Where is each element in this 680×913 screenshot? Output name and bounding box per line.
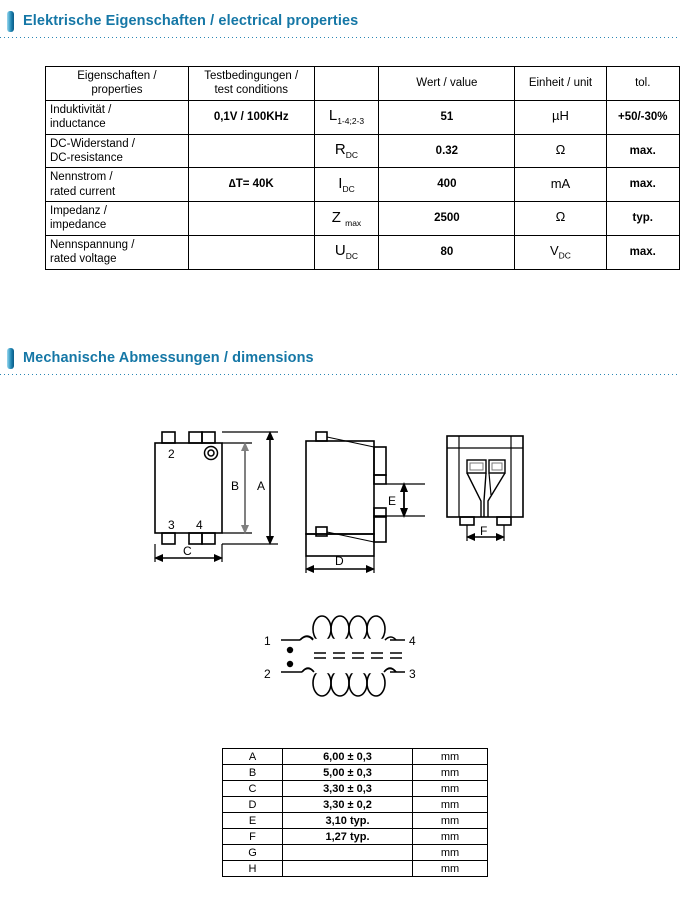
dim-unit: mm	[413, 765, 488, 781]
cell-property: Nennstrom / rated current	[46, 168, 189, 202]
front-view-dim-a-label: A	[257, 479, 266, 493]
dim-unit: mm	[413, 829, 488, 845]
schematic-pin-4-label: 4	[409, 634, 416, 648]
front-view-pin-4-label: 4	[196, 518, 203, 532]
cell-condition	[188, 235, 314, 269]
table-row	[223, 813, 488, 829]
header-properties: Eigenschaften / properties	[46, 67, 189, 101]
cell-unit: Ω	[515, 202, 606, 236]
cell-unit: µH	[515, 100, 606, 134]
mechanical-drawings	[0, 415, 680, 735]
table-row	[46, 100, 680, 134]
dim-value: 3,30 ± 0,3	[283, 781, 413, 797]
table-header-row	[46, 67, 680, 101]
cell-unit: $V_{DC}$	[515, 235, 606, 269]
cell-property: Nennspannung / rated voltage	[46, 235, 189, 269]
cell-condition	[188, 134, 314, 168]
dim-value	[283, 845, 413, 861]
dim-key: F	[223, 829, 283, 845]
dim-value	[283, 861, 413, 877]
dim-unit: mm	[413, 781, 488, 797]
section-header-row	[0, 345, 680, 371]
cell-value: 400	[379, 168, 515, 202]
section-header-row	[0, 8, 680, 34]
dim-unit: mm	[413, 861, 488, 877]
cell-condition: 0,1V / 100KHz	[188, 100, 314, 134]
table-row	[46, 134, 680, 168]
dim-unit: mm	[413, 749, 488, 765]
dim-value: 1,27 typ.	[283, 829, 413, 845]
section-accent-bar-icon	[7, 348, 14, 369]
cell-tolerance: +50/-30%	[606, 100, 679, 134]
cell-tolerance: typ.	[606, 202, 679, 236]
cell-tolerance: max.	[606, 235, 679, 269]
section-title-electrical: Elektrische Eigenschaften / electrical properties	[23, 13, 359, 29]
front-view-pin-3-label: 3	[168, 518, 175, 532]
side-view	[305, 432, 425, 573]
cell-tolerance: max.	[606, 168, 679, 202]
dim-unit: mm	[413, 845, 488, 861]
table-row	[223, 765, 488, 781]
section-title-mechanical: Mechanische Abmessungen / dimensions	[23, 350, 314, 366]
table-row	[223, 749, 488, 765]
section-divider-rule	[0, 37, 680, 38]
dim-key: D	[223, 797, 283, 813]
section-accent-bar-icon	[7, 11, 14, 32]
cell-tolerance: max.	[606, 134, 679, 168]
table-row	[223, 861, 488, 877]
dim-key: C	[223, 781, 283, 797]
cell-value: 2500	[379, 202, 515, 236]
cell-symbol: $I_{DC}$	[314, 168, 379, 202]
dim-unit: mm	[413, 797, 488, 813]
section-divider-rule	[0, 374, 680, 375]
dim-key: E	[223, 813, 283, 829]
front-view-dim-b-label: B	[231, 479, 240, 493]
dim-unit: mm	[413, 813, 488, 829]
table-row	[223, 797, 488, 813]
table-row	[46, 202, 680, 236]
table-row	[46, 168, 680, 202]
header-test-conditions: Testbedingungen / test conditions	[188, 67, 314, 101]
side-view-dim-d-label: D	[335, 554, 344, 568]
dim-value: 3,10 typ.	[283, 813, 413, 829]
coil-schematic	[281, 616, 405, 696]
cell-value: 51	[379, 100, 515, 134]
header-unit: Einheit / unit	[515, 67, 606, 101]
front-view-dim-c-label: C	[183, 544, 192, 558]
table-row	[46, 235, 680, 269]
cell-symbol: $R_{DC}$	[314, 134, 379, 168]
dim-key: G	[223, 845, 283, 861]
drawings-svg	[0, 415, 680, 735]
dim-key: H	[223, 861, 283, 877]
schematic-pin-1-label: 1	[264, 634, 271, 648]
electrical-properties-table	[45, 66, 680, 270]
dimension-table	[222, 748, 488, 877]
header-value: Wert / value	[379, 67, 515, 101]
cell-value: 80	[379, 235, 515, 269]
side-view-dim-e-label: E	[388, 494, 397, 508]
cell-symbol: $U_{DC}$	[314, 235, 379, 269]
cell-property: Impedanz / impedance	[46, 202, 189, 236]
front-view-pin-2-label: 2	[168, 447, 175, 461]
cell-property: Induktivität / inductance	[46, 100, 189, 134]
cell-property: DC-Widerstand / DC-resistance	[46, 134, 189, 168]
dim-key: B	[223, 765, 283, 781]
table-row	[223, 845, 488, 861]
cell-symbol: $L_{1-4;2-3}$	[314, 100, 379, 134]
section-electrical-header	[0, 8, 680, 38]
section-mechanical-header	[0, 345, 680, 375]
dim-value: 6,00 ± 0,3	[283, 749, 413, 765]
schematic-pin-3-label: 3	[409, 667, 416, 681]
header-symbol	[314, 67, 379, 101]
table-row	[223, 829, 488, 845]
cell-condition: ∆T= 40K	[188, 168, 314, 202]
cell-symbol: Z $_{max}$	[314, 202, 379, 236]
schematic-pin-2-label: 2	[264, 667, 271, 681]
dim-value: 3,30 ± 0,2	[283, 797, 413, 813]
top-view-dim-f-label: F	[480, 524, 488, 538]
cell-unit: mA	[515, 168, 606, 202]
header-tolerance: tol.	[606, 67, 679, 101]
dim-value: 5,00 ± 0,3	[283, 765, 413, 781]
cell-condition	[188, 202, 314, 236]
cell-unit: Ω	[515, 134, 606, 168]
table-row	[223, 781, 488, 797]
dim-key: A	[223, 749, 283, 765]
cell-value: 0.32	[379, 134, 515, 168]
